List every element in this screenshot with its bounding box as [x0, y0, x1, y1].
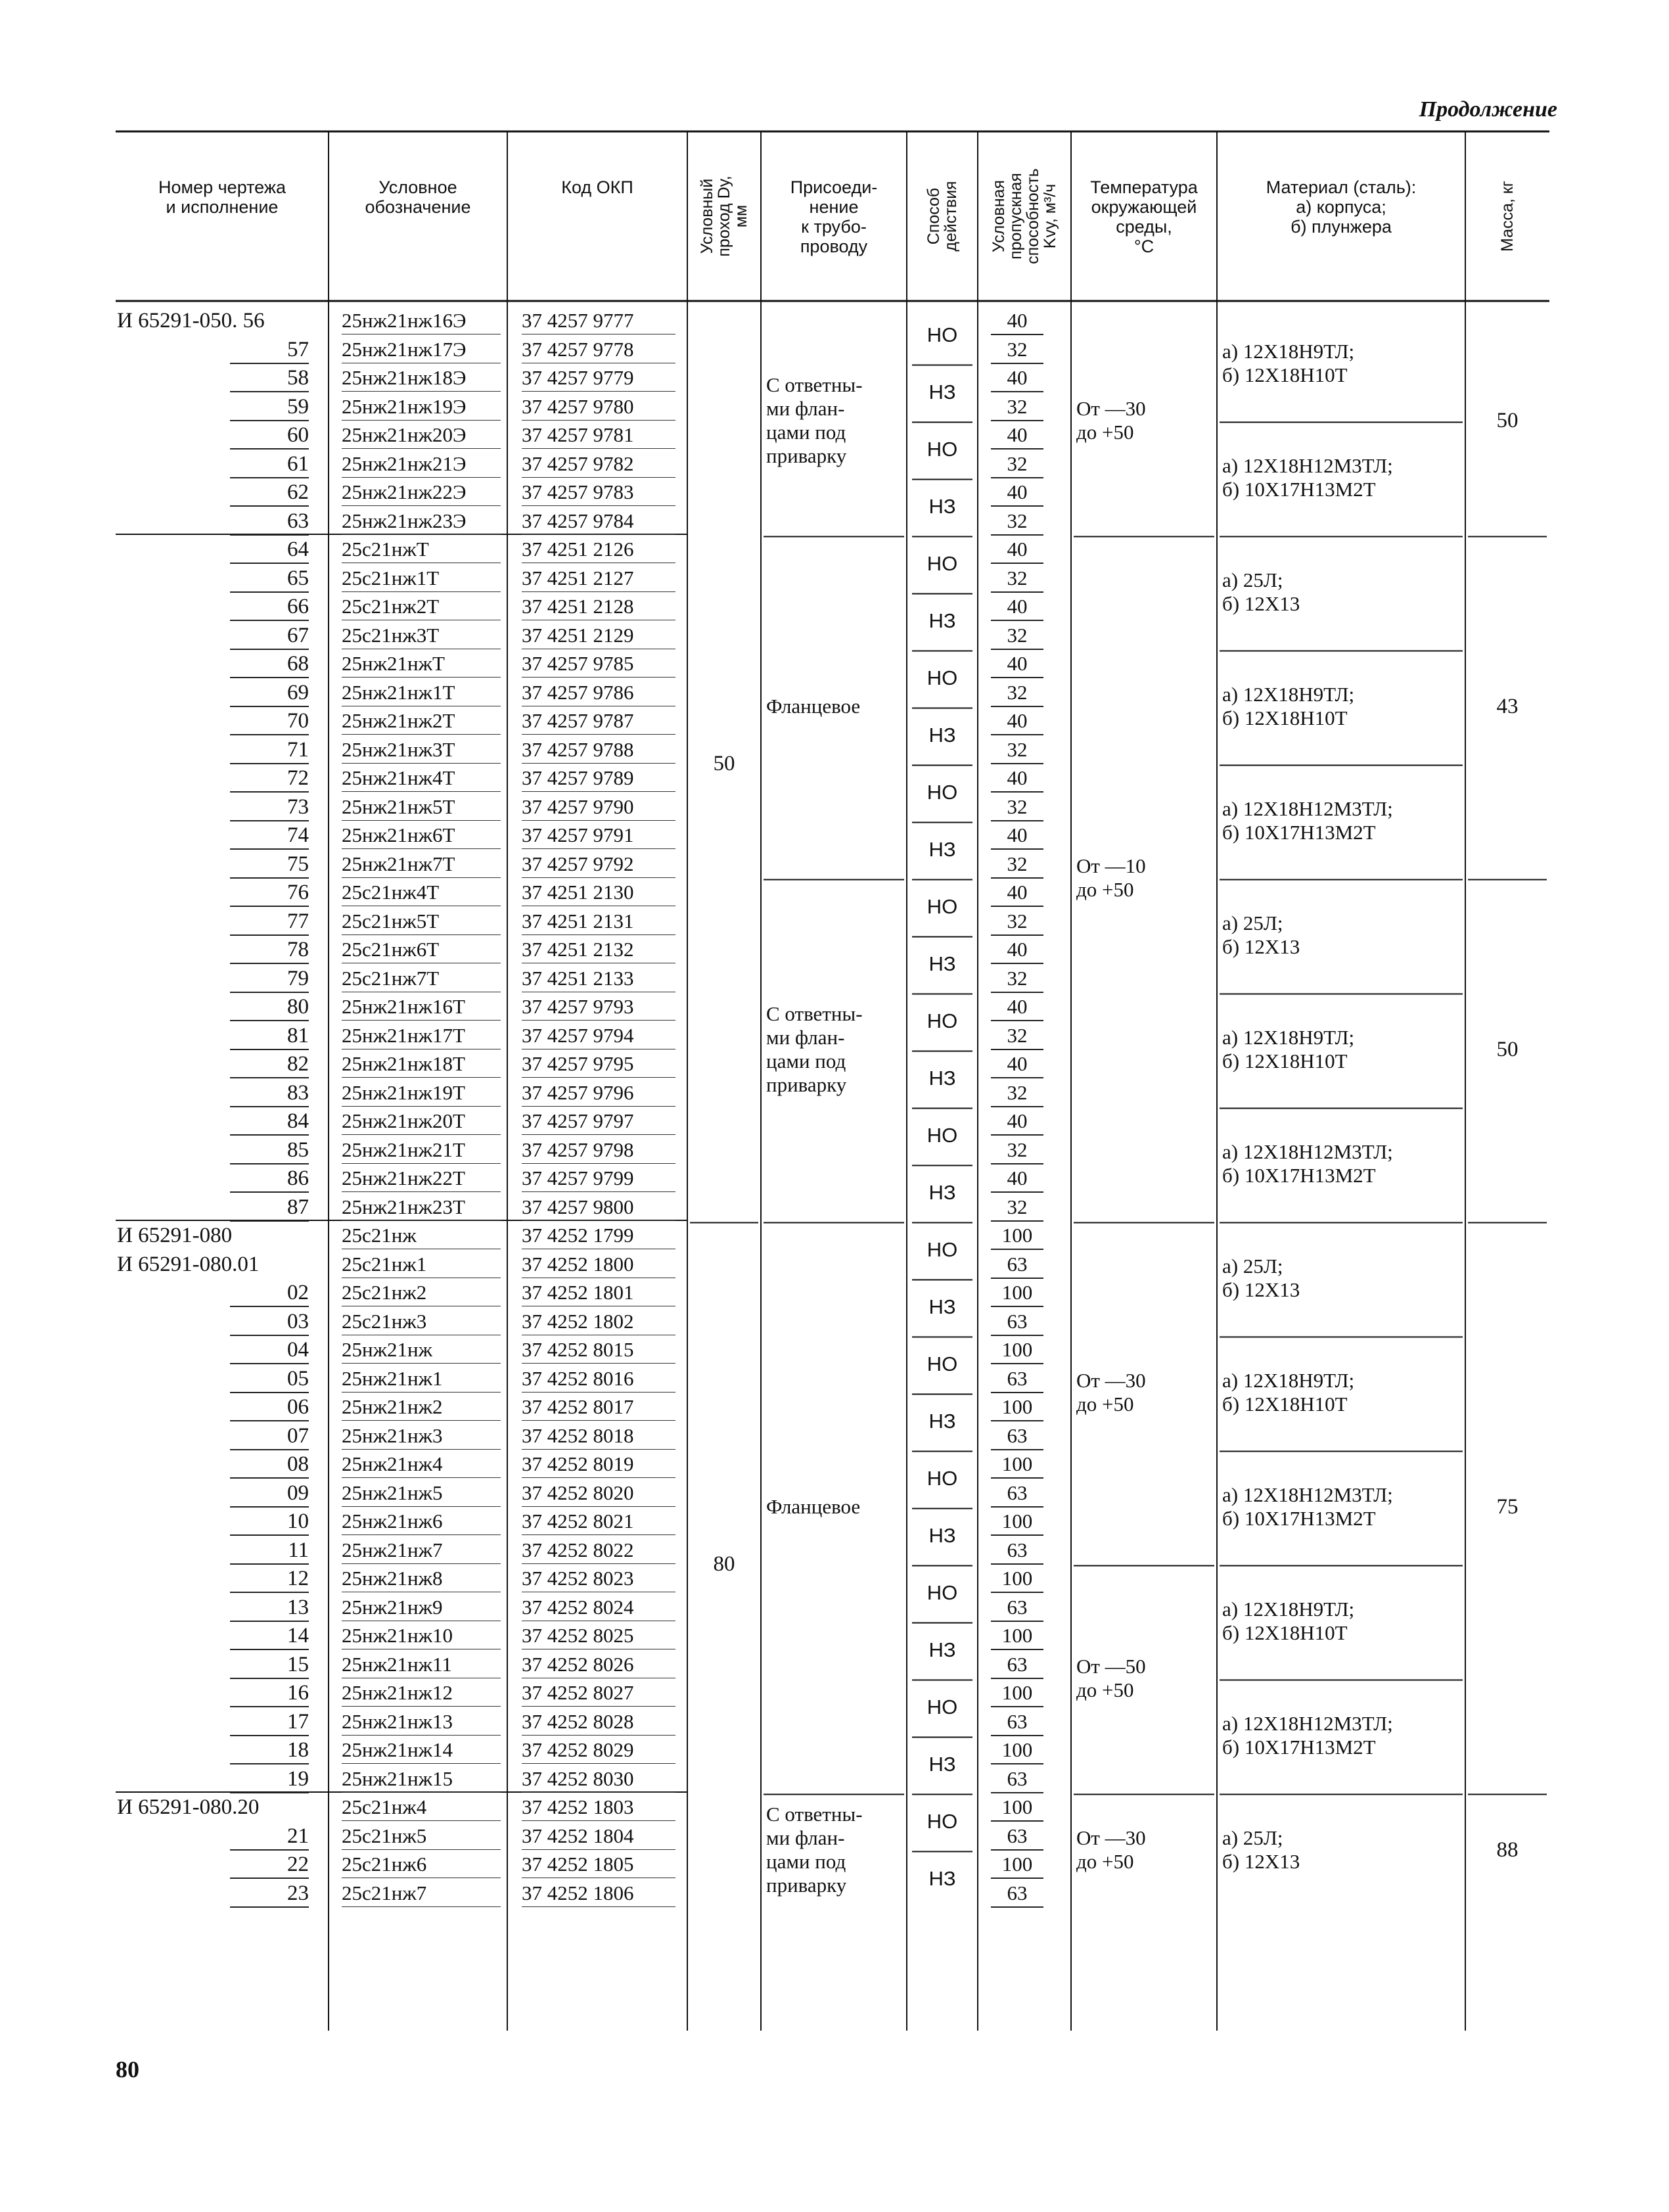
row-kv: 40 [991, 994, 1043, 1021]
row-drawing: 12 [230, 1565, 309, 1593]
row-drawing: 09 [230, 1480, 309, 1508]
row-designation: 25с21нж2 [342, 1279, 501, 1306]
row-drawing: 71 [230, 737, 309, 764]
row-okp: 37 4257 9800 [522, 1194, 675, 1221]
row-designation: 25с21нж1Т [342, 565, 501, 592]
row-designation: 25нж21нж20Э [342, 422, 501, 449]
row-okp: 37 4257 9777 [522, 308, 675, 334]
row-designation: 25нж21нж19Т [342, 1080, 501, 1107]
material-spec: а) 12Х18Н12М3ТЛ; б) 10Х17Н13М2Т [1222, 1140, 1393, 1187]
row-drawing: 69 [230, 680, 309, 707]
row-kv: 40 [991, 1051, 1043, 1078]
row-kv: 32 [991, 622, 1043, 650]
row-kv: 32 [991, 794, 1043, 821]
row-designation: 25нж21нж13 [342, 1709, 501, 1736]
row-okp: 37 4257 9785 [522, 651, 675, 678]
row-okp: 37 4257 9784 [522, 508, 675, 535]
row-designation: 25нж21нж [342, 1337, 501, 1364]
row-okp: 37 4257 9798 [522, 1137, 675, 1164]
material-spec: а) 12Х18Н9ТЛ; б) 12Х18Н10Т [1222, 1369, 1355, 1416]
connection-type: С ответны- ми флан- цами под приварку [766, 1803, 863, 1897]
row-okp: 37 4252 1806 [522, 1880, 675, 1907]
row-kv: 63 [991, 1880, 1043, 1908]
row-kv: 32 [991, 1137, 1043, 1164]
row-kv: 63 [991, 1823, 1043, 1851]
action-mode: НО [926, 1466, 958, 1490]
action-mode: НЗ [928, 1295, 956, 1318]
row-kv: 32 [991, 680, 1043, 707]
action-mode: НЗ [928, 837, 956, 861]
row-kv: 32 [991, 1023, 1043, 1050]
row-drawing: 02 [230, 1279, 309, 1307]
row-drawing: 83 [230, 1080, 309, 1107]
row-drawing: И 65291-080 [117, 1224, 233, 1247]
mass-value: 43 [1496, 695, 1519, 719]
row-designation: 25нж21нж22Э [342, 479, 501, 506]
material-spec: а) 25Л; б) 12Х13 [1222, 568, 1300, 616]
row-kv: 32 [991, 1194, 1043, 1222]
row-designation: 25с21нж4 [342, 1794, 501, 1821]
row-drawing: 58 [230, 365, 309, 392]
action-mode: НЗ [928, 609, 956, 632]
mass-value: 88 [1496, 1838, 1519, 1862]
row-designation: 25с21нж7 [342, 1880, 501, 1907]
row-kv: 40 [991, 822, 1043, 850]
row-okp: 37 4252 8028 [522, 1709, 675, 1736]
row-okp: 37 4252 8018 [522, 1423, 675, 1450]
row-drawing: 10 [230, 1508, 309, 1536]
row-drawing: И 65291-080.01 [117, 1252, 260, 1276]
connection-type: С ответны- ми флан- цами под приварку [766, 1002, 863, 1097]
action-mode: НЗ [928, 952, 956, 975]
material-spec: а) 12Х18Н12М3ТЛ; б) 10Х17Н13М2Т [1222, 1712, 1393, 1759]
row-drawing: 11 [230, 1537, 309, 1565]
row-okp: 37 4257 9788 [522, 737, 675, 764]
action-mode: НО [926, 666, 958, 689]
row-drawing: 84 [230, 1108, 309, 1136]
action-mode: НЗ [928, 1866, 956, 1890]
row-designation: 25с21нж1 [342, 1251, 501, 1278]
row-okp: 37 4252 1803 [522, 1794, 675, 1821]
action-mode: НО [926, 780, 958, 804]
row-drawing: 07 [230, 1423, 309, 1450]
mass-value: 50 [1496, 409, 1519, 433]
row-okp: 37 4257 9797 [522, 1108, 675, 1135]
row-drawing: 17 [230, 1709, 309, 1736]
row-kv: 100 [991, 1222, 1043, 1250]
row-drawing: 79 [230, 965, 309, 993]
row-drawing: 78 [230, 936, 309, 964]
row-drawing: 64 [230, 536, 309, 564]
row-okp: 37 4257 9783 [522, 479, 675, 506]
row-drawing: 19 [230, 1766, 309, 1793]
header-material: Материал (сталь): а) корпуса; б) плунжера [1266, 177, 1417, 237]
row-okp: 37 4257 9778 [522, 336, 675, 363]
row-kv: 100 [991, 1794, 1043, 1822]
row-designation: 25нж21нж5Т [342, 794, 501, 821]
row-drawing: 22 [230, 1851, 309, 1879]
action-mode: НО [926, 1809, 958, 1833]
row-designation: 25с21нж4Т [342, 879, 501, 906]
row-okp: 37 4257 9799 [522, 1165, 675, 1192]
row-kv: 63 [991, 1537, 1043, 1565]
action-mode: НО [926, 323, 958, 346]
row-designation: 25нж21нж3 [342, 1423, 501, 1450]
temperature-range: От —10 до +50 [1076, 854, 1146, 902]
row-okp: 37 4257 9780 [522, 394, 675, 421]
row-drawing: 82 [230, 1051, 309, 1078]
row-designation: 25нж21нж14 [342, 1737, 501, 1764]
dn-value: 50 [713, 752, 735, 776]
material-spec: а) 12Х18Н9ТЛ; б) 12Х18Н10Т [1222, 1026, 1355, 1073]
row-kv: 40 [991, 1165, 1043, 1193]
row-okp: 37 4251 2131 [522, 908, 675, 935]
page-number: 80 [116, 2056, 139, 2083]
row-designation: 25нж21нж1 [342, 1366, 501, 1393]
row-kv: 100 [991, 1565, 1043, 1593]
action-mode: НО [926, 1009, 958, 1032]
row-drawing: 16 [230, 1680, 309, 1707]
row-designation: 25с21нж3Т [342, 622, 501, 649]
row-drawing: 70 [230, 708, 309, 735]
row-drawing: 86 [230, 1165, 309, 1193]
row-designation: 25нж21нж21Т [342, 1137, 501, 1164]
row-designation: 25с21нж5Т [342, 908, 501, 935]
row-designation: 25нж21нж18Э [342, 365, 501, 392]
row-drawing: 08 [230, 1451, 309, 1479]
row-kv: 32 [991, 394, 1043, 421]
row-okp: 37 4252 8027 [522, 1680, 675, 1707]
row-okp: 37 4257 9790 [522, 794, 675, 821]
action-mode: НЗ [928, 380, 956, 403]
row-okp: 37 4251 2128 [522, 593, 675, 620]
action-mode: НЗ [928, 1523, 956, 1547]
row-okp: 37 4251 2130 [522, 879, 675, 906]
row-designation: 25нж21нж22Т [342, 1165, 501, 1192]
row-drawing: 80 [230, 994, 309, 1021]
row-okp: 37 4252 1799 [522, 1222, 675, 1249]
action-mode: НО [926, 1123, 958, 1147]
row-designation: 25нж21нж23Э [342, 508, 501, 535]
header-okp: Код ОКП [561, 177, 633, 197]
row-designation: 25нж21нж6Т [342, 822, 501, 849]
material-spec: а) 12Х18Н9ТЛ; б) 12Х18Н10Т [1222, 683, 1355, 730]
material-spec: а) 12Х18Н12М3ТЛ; б) 10Х17Н13М2Т [1222, 1483, 1393, 1531]
row-kv: 40 [991, 365, 1043, 392]
row-kv: 32 [991, 508, 1043, 536]
header-dn: Условный проход Dу, мм [698, 175, 750, 257]
row-okp: 37 4252 8024 [522, 1594, 675, 1621]
row-okp: 37 4251 2126 [522, 536, 675, 563]
action-mode: НЗ [928, 1180, 956, 1204]
material-spec: а) 25Л; б) 12Х13 [1222, 1826, 1300, 1874]
action-mode: НО [926, 894, 958, 918]
row-drawing: 18 [230, 1737, 309, 1764]
material-spec: а) 12Х18Н12М3ТЛ; б) 10Х17Н13М2Т [1222, 797, 1393, 844]
row-kv: 40 [991, 593, 1043, 621]
action-mode: НО [926, 1580, 958, 1604]
row-kv: 40 [991, 422, 1043, 449]
row-designation: 25нж21нж12 [342, 1680, 501, 1707]
row-designation: 25нж21нж1Т [342, 680, 501, 706]
row-drawing: 62 [230, 479, 309, 507]
row-designation: 25нж21нж18Т [342, 1051, 501, 1078]
connection-type: Фланцевое [766, 1495, 861, 1519]
row-okp: 37 4251 2127 [522, 565, 675, 592]
row-designation: 25нж21нж21Э [342, 451, 501, 478]
row-kv: 100 [991, 1279, 1043, 1307]
row-drawing: 63 [230, 508, 309, 536]
row-designation: 25нж21нж7Т [342, 851, 501, 878]
row-drawing: 76 [230, 879, 309, 907]
row-designation: 25нж21нж23Т [342, 1194, 501, 1221]
action-mode: НО [926, 1695, 958, 1718]
material-spec: а) 12Х18Н12М3ТЛ; б) 10Х17Н13М2Т [1222, 454, 1393, 501]
row-drawing: И 65291-080.20 [117, 1795, 260, 1819]
row-drawing: 06 [230, 1394, 309, 1421]
row-drawing: 57 [230, 336, 309, 364]
row-kv: 63 [991, 1766, 1043, 1793]
row-okp: 37 4257 9796 [522, 1080, 675, 1107]
row-okp: 37 4257 9787 [522, 708, 675, 735]
row-okp: 37 4252 1804 [522, 1823, 675, 1850]
row-drawing: 60 [230, 422, 309, 449]
header-drawing: Номер чертежа и исполнение [158, 177, 286, 217]
row-drawing: 61 [230, 451, 309, 478]
row-designation: 25нж21нж17Т [342, 1023, 501, 1049]
row-designation: 25с21нж7Т [342, 965, 501, 992]
row-okp: 37 4257 9793 [522, 994, 675, 1021]
row-designation: 25с21нж5 [342, 1823, 501, 1850]
row-designation: 25нж21нжТ [342, 651, 501, 678]
row-drawing: 15 [230, 1651, 309, 1679]
action-mode: НЗ [928, 723, 956, 747]
temperature-range: От —50 до +50 [1076, 1655, 1146, 1702]
row-okp: 37 4252 8030 [522, 1766, 675, 1793]
row-kv: 63 [991, 1308, 1043, 1336]
header-action: Способ действия [925, 181, 960, 252]
row-okp: 37 4252 1802 [522, 1308, 675, 1335]
header-mass: Масса, кг [1498, 181, 1517, 252]
row-okp: 37 4252 8017 [522, 1394, 675, 1421]
header-designation: Условное обозначение [365, 177, 471, 217]
row-okp: 37 4251 2132 [522, 936, 675, 963]
row-kv: 63 [991, 1594, 1043, 1622]
action-mode: НЗ [928, 1066, 956, 1090]
row-drawing: 73 [230, 794, 309, 821]
header-temp: Температура окружающей среды, °С [1090, 177, 1198, 256]
row-kv: 63 [991, 1366, 1043, 1393]
row-kv: 40 [991, 651, 1043, 678]
connection-type: С ответны- ми флан- цами под приварку [766, 373, 863, 468]
row-kv: 32 [991, 851, 1043, 879]
row-okp: 37 4251 2129 [522, 622, 675, 649]
dn-value: 80 [713, 1552, 735, 1577]
row-drawing: 74 [230, 822, 309, 850]
row-drawing: 14 [230, 1623, 309, 1650]
row-designation: 25нж21нж7 [342, 1537, 501, 1564]
mass-value: 50 [1496, 1038, 1519, 1062]
row-designation: 25нж21нж9 [342, 1594, 501, 1621]
row-drawing: 03 [230, 1308, 309, 1336]
row-okp: 37 4257 9779 [522, 365, 675, 392]
row-kv: 100 [991, 1337, 1043, 1364]
material-spec: а) 12Х18Н9ТЛ; б) 12Х18Н10Т [1222, 1598, 1355, 1645]
row-okp: 37 4257 9789 [522, 765, 675, 792]
row-designation: 25с21нж2Т [342, 593, 501, 620]
row-okp: 37 4257 9781 [522, 422, 675, 449]
row-kv: 40 [991, 479, 1043, 507]
row-kv: 32 [991, 737, 1043, 764]
mass-value: 75 [1496, 1495, 1519, 1519]
row-okp: 37 4257 9786 [522, 680, 675, 706]
row-okp: 37 4252 8026 [522, 1651, 675, 1678]
row-drawing: 81 [230, 1023, 309, 1050]
row-kv: 63 [991, 1709, 1043, 1736]
temperature-range: От —30 до +50 [1076, 1369, 1146, 1416]
material-spec: а) 12Х18Н9ТЛ; б) 12Х18Н10Т [1222, 340, 1355, 387]
row-designation: 25нж21нж5 [342, 1480, 501, 1507]
row-kv: 100 [991, 1680, 1043, 1707]
row-designation: 25нж21нж16Т [342, 994, 501, 1021]
action-mode: НО [926, 1237, 958, 1261]
row-okp: 37 4252 8023 [522, 1565, 675, 1592]
row-drawing: 67 [230, 622, 309, 650]
connection-type: Фланцевое [766, 695, 861, 718]
row-designation: 25с21нж3 [342, 1308, 501, 1335]
row-drawing: 72 [230, 765, 309, 793]
row-kv: 32 [991, 965, 1043, 993]
row-okp: 37 4252 1805 [522, 1851, 675, 1878]
row-okp: 37 4252 8029 [522, 1737, 675, 1764]
action-mode: НО [926, 551, 958, 575]
material-spec: а) 25Л; б) 12Х13 [1222, 1255, 1300, 1302]
row-kv: 100 [991, 1623, 1043, 1650]
row-kv: 32 [991, 451, 1043, 478]
row-drawing: 21 [230, 1823, 309, 1851]
row-designation: 25нж21нж11 [342, 1651, 501, 1678]
row-okp: 37 4252 8019 [522, 1451, 675, 1478]
row-okp: 37 4257 9782 [522, 451, 675, 478]
row-designation: 25с21нж6 [342, 1851, 501, 1878]
row-designation: 25нж21нж2 [342, 1394, 501, 1421]
row-kv: 63 [991, 1251, 1043, 1279]
row-kv: 40 [991, 308, 1043, 335]
row-drawing: 68 [230, 651, 309, 678]
row-drawing: 59 [230, 394, 309, 421]
row-kv: 100 [991, 1737, 1043, 1764]
row-okp: 37 4252 8025 [522, 1623, 675, 1649]
row-kv: 63 [991, 1651, 1043, 1679]
row-okp: 37 4257 9792 [522, 851, 675, 878]
row-kv: 32 [991, 565, 1043, 593]
row-kv: 100 [991, 1394, 1043, 1421]
material-spec: а) 25Л; б) 12Х13 [1222, 911, 1300, 959]
row-designation: 25нж21нж16Э [342, 308, 501, 334]
row-okp: 37 4252 8015 [522, 1337, 675, 1364]
row-designation: 25нж21нж6 [342, 1508, 501, 1535]
row-designation: 25с21нж [342, 1222, 501, 1249]
row-drawing: 85 [230, 1137, 309, 1164]
row-kv: 40 [991, 936, 1043, 964]
row-designation: 25нж21нж4Т [342, 765, 501, 792]
row-drawing: 65 [230, 565, 309, 593]
action-mode: НО [926, 437, 958, 461]
row-designation: 25нж21нж4 [342, 1451, 501, 1478]
temperature-range: От —30 до +50 [1076, 397, 1146, 444]
header-connection: Присоеди- нение к трубо- проводу [790, 177, 878, 256]
row-drawing: 77 [230, 908, 309, 936]
row-okp: 37 4252 1801 [522, 1279, 675, 1306]
row-kv: 100 [991, 1451, 1043, 1479]
row-kv: 100 [991, 1851, 1043, 1879]
row-okp: 37 4251 2133 [522, 965, 675, 992]
row-designation: 25нж21нж20Т [342, 1108, 501, 1135]
header-kv: Условная пропускная способность Kvу, м³/ч [990, 168, 1059, 264]
row-kv: 32 [991, 1080, 1043, 1107]
row-designation: 25нж21нж17Э [342, 336, 501, 363]
row-designation: 25с21нжТ [342, 536, 501, 563]
row-designation: 25нж21нж3Т [342, 737, 501, 764]
row-okp: 37 4252 8020 [522, 1480, 675, 1507]
row-designation: 25нж21нж10 [342, 1623, 501, 1649]
temperature-range: От —30 до +50 [1076, 1826, 1146, 1874]
row-drawing: 23 [230, 1880, 309, 1908]
row-kv: 40 [991, 1108, 1043, 1136]
row-okp: 37 4252 8022 [522, 1537, 675, 1564]
action-mode: НО [926, 1352, 958, 1375]
row-drawing: 13 [230, 1594, 309, 1622]
row-okp: 37 4252 8016 [522, 1366, 675, 1393]
row-kv: 32 [991, 908, 1043, 936]
row-drawing: 05 [230, 1366, 309, 1393]
row-okp: 37 4252 8021 [522, 1508, 675, 1535]
row-designation: 25нж21нж15 [342, 1766, 501, 1793]
row-drawing: 87 [230, 1194, 309, 1222]
row-okp: 37 4257 9791 [522, 822, 675, 849]
row-kv: 40 [991, 536, 1043, 564]
row-kv: 63 [991, 1423, 1043, 1450]
action-mode: НЗ [928, 494, 956, 518]
row-drawing: 75 [230, 851, 309, 879]
row-kv: 100 [991, 1508, 1043, 1536]
action-mode: НЗ [928, 1752, 956, 1776]
row-kv: 40 [991, 765, 1043, 793]
action-mode: НЗ [928, 1638, 956, 1661]
row-designation: 25с21нж6Т [342, 936, 501, 963]
row-designation: 25нж21нж8 [342, 1565, 501, 1592]
row-drawing: И 65291-050. 56 [117, 309, 265, 333]
row-okp: 37 4257 9795 [522, 1051, 675, 1078]
row-drawing: 66 [230, 593, 309, 621]
action-mode: НЗ [928, 1409, 956, 1433]
row-kv: 63 [991, 1480, 1043, 1508]
row-okp: 37 4252 1800 [522, 1251, 675, 1278]
row-okp: 37 4257 9794 [522, 1023, 675, 1049]
row-kv: 32 [991, 336, 1043, 364]
row-designation: 25нж21нж19Э [342, 394, 501, 421]
row-drawing: 04 [230, 1337, 309, 1364]
continuation-label: Продолжение [1419, 97, 1557, 122]
row-designation: 25нж21нж2Т [342, 708, 501, 735]
row-kv: 40 [991, 708, 1043, 735]
row-kv: 40 [991, 879, 1043, 907]
